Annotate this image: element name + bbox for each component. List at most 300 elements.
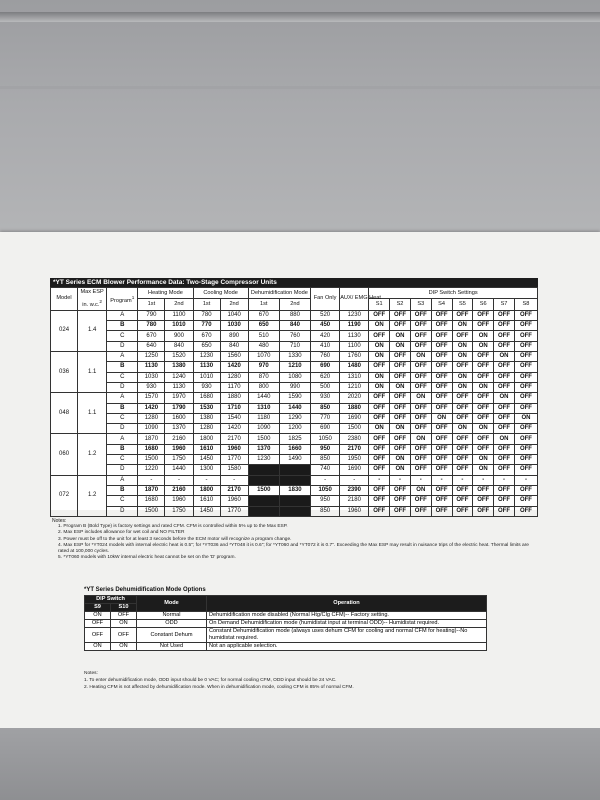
dip-cell: OFF [514, 352, 537, 362]
dip-cell: OFF [431, 362, 452, 372]
dip-cell: OFF [390, 310, 411, 320]
dip-cell: - [431, 475, 452, 485]
cfm-cell: 2170 [220, 485, 248, 495]
dip-cell: OFF [473, 372, 494, 382]
cfm-cell: 850 [311, 403, 340, 413]
cfm-cell: 1220 [138, 465, 165, 475]
cfm-cell: 1580 [220, 465, 248, 475]
dehum-s9-cell: ON [85, 612, 111, 620]
cfm-cell: 1950 [340, 455, 369, 465]
cfm-cell: 850 [311, 455, 340, 465]
cfm-cell: 520 [311, 310, 340, 320]
table-row [51, 434, 538, 444]
cfm-cell: 1300 [193, 465, 220, 475]
dip-cell: OFF [390, 496, 411, 506]
cfm-cell: 1130 [340, 331, 369, 341]
dip-cell: ON [369, 382, 390, 392]
dip-cell: OFF [410, 424, 431, 434]
cfm-cell: 1770 [220, 506, 248, 516]
dehum-row [85, 620, 487, 628]
dip-cell: OFF [514, 455, 537, 465]
cfm-cell: 1830 [279, 485, 310, 495]
cfm-cell: 1130 [138, 362, 165, 372]
header-dip-s5: S5 [452, 299, 473, 310]
performance-title: *YT Series ECM Blower Performance Data: Two-Stage Compressor Units [50, 278, 538, 287]
dehum-op-cell: On Demand Dehumidification mode (humidistat input at terminal ODD)-- Humidistat required. [207, 620, 487, 628]
dip-cell: ON [410, 485, 431, 495]
cfm-cell: 1380 [165, 362, 193, 372]
cfm-cell: 1490 [279, 455, 310, 465]
dip-cell: OFF [431, 403, 452, 413]
dip-cell: OFF [390, 413, 411, 423]
performance-table-header [51, 288, 538, 311]
program-cell: D [107, 341, 138, 351]
cfm-cell: 1010 [193, 372, 220, 382]
program-cell: C [107, 413, 138, 423]
dehum-note-item: 2. Heating CFM is not affected by dehumidification mode. When in dehumidification mode, cooling CFM is 85% of normal CFM. [84, 685, 354, 690]
dip-cell: ON [473, 465, 494, 475]
cfm-cell: 870 [248, 372, 279, 382]
cfm-cell: 710 [279, 341, 310, 351]
furnace-panel-bottom [0, 728, 600, 800]
cfm-cell: 1380 [193, 413, 220, 423]
dip-cell: OFF [410, 465, 431, 475]
header-max-esp-unit: in. w.c. [82, 301, 100, 308]
dip-cell: OFF [473, 362, 494, 372]
cfm-cell: 1230 [340, 310, 369, 320]
dip-cell: OFF [431, 382, 452, 392]
dip-cell: OFF [473, 310, 494, 320]
table-row [51, 372, 538, 382]
program-cell: B [107, 444, 138, 454]
cfm-cell: 1280 [138, 413, 165, 423]
cfm-cell: 1500 [248, 434, 279, 444]
performance-notes [52, 518, 538, 561]
cfm-cell: 1030 [220, 321, 248, 331]
cfm-cell [248, 496, 279, 506]
dip-cell: OFF [369, 465, 390, 475]
cfm-cell: 930 [311, 393, 340, 403]
dip-cell: OFF [514, 403, 537, 413]
dehum-row [85, 628, 487, 643]
cfm-cell: 2390 [340, 485, 369, 495]
header-dip-s3: S3 [410, 299, 431, 310]
dip-cell: OFF [473, 485, 494, 495]
performance-table-body [51, 310, 538, 516]
dip-cell: OFF [431, 341, 452, 351]
cfm-cell: 1870 [138, 434, 165, 444]
cfm-cell: - [193, 475, 220, 485]
dip-cell: OFF [431, 496, 452, 506]
dip-cell: OFF [431, 434, 452, 444]
dehum-op-cell: Constant Dehumidification mode (always uses dehum CFM for cooling and normal CFM for heating)--No humidistat required. [207, 628, 487, 643]
dip-cell: OFF [369, 310, 390, 320]
cfm-cell: 840 [220, 341, 248, 351]
dip-cell: OFF [390, 485, 411, 495]
header-stage-2nd: 2nd [279, 299, 310, 310]
dip-cell: OFF [410, 413, 431, 423]
table-row [51, 382, 538, 392]
dehum-s10-header: S10 [111, 604, 137, 612]
dehum-note-item: 1. To enter dehumidification mode, ODD input should be 0 VAC; for normal cooling CFM, ODD input should be 24 VAC. [84, 678, 337, 683]
panel-seam [0, 86, 600, 89]
header-dip-s7: S7 [494, 299, 515, 310]
cfm-cell: 670 [248, 310, 279, 320]
dip-cell: - [410, 475, 431, 485]
dip-cell: - [514, 475, 537, 485]
note-item: 3. Power must be off to the unit for at least 3 seconds before the ECM motor will recognize a program change. [58, 536, 292, 542]
header-program-label: Program [110, 297, 132, 304]
cfm-cell: 1310 [248, 403, 279, 413]
header-stage-1st: 1st [193, 299, 220, 310]
header-stage-1st: 1st [248, 299, 279, 310]
dip-cell: ON [452, 424, 473, 434]
dip-cell: ON [369, 341, 390, 351]
program-cell: B [107, 321, 138, 331]
cfm-cell: 650 [193, 341, 220, 351]
dip-cell: OFF [514, 424, 537, 434]
model-cell: 048 [51, 393, 78, 434]
dehum-table [84, 595, 487, 651]
cfm-cell: 1480 [340, 362, 369, 372]
cfm-cell: 1880 [220, 393, 248, 403]
dehum-s9-header: S9 [85, 604, 111, 612]
header-model: Model [51, 288, 78, 311]
dip-cell: ON [452, 321, 473, 331]
cfm-cell: 1090 [138, 424, 165, 434]
cfm-cell: 1070 [248, 352, 279, 362]
dehum-notes [84, 670, 514, 691]
dip-cell: OFF [410, 372, 431, 382]
dip-cell: ON [369, 352, 390, 362]
table-row [51, 352, 538, 362]
dip-cell: OFF [514, 310, 537, 320]
dip-cell: OFF [410, 444, 431, 454]
dip-cell: OFF [410, 310, 431, 320]
dip-cell: ON [473, 331, 494, 341]
cfm-cell: 690 [311, 362, 340, 372]
cfm-cell: 650 [248, 321, 279, 331]
dip-cell: OFF [514, 496, 537, 506]
dip-cell: ON [452, 382, 473, 392]
cfm-cell: 740 [311, 465, 340, 475]
program-cell: B [107, 362, 138, 372]
dehum-s9-cell: OFF [85, 628, 111, 643]
dehum-row [85, 643, 487, 651]
dip-cell: OFF [369, 362, 390, 372]
dip-cell: OFF [369, 403, 390, 413]
dip-cell: ON [369, 321, 390, 331]
dip-cell: ON [473, 341, 494, 351]
dip-cell: OFF [431, 424, 452, 434]
header-stage-1st: 1st [138, 299, 165, 310]
cfm-cell: 1960 [220, 444, 248, 454]
header-max-esp-sup: 2 [99, 299, 102, 304]
cfm-cell: 1050 [311, 485, 340, 495]
cfm-cell: 1660 [279, 444, 310, 454]
program-cell: C [107, 372, 138, 382]
max-esp-cell: 1.2 [78, 434, 107, 475]
dehum-mode-cell: Constant Dehum [137, 628, 207, 643]
table-row [51, 403, 538, 413]
cfm-cell: 1530 [193, 403, 220, 413]
dehum-s10-cell: ON [111, 620, 137, 628]
cfm-cell: 1500 [340, 424, 369, 434]
table-row [51, 455, 538, 465]
dip-cell: - [473, 475, 494, 485]
dip-cell: OFF [494, 496, 515, 506]
cfm-cell: 1420 [220, 362, 248, 372]
cfm-cell: 1870 [138, 485, 165, 495]
dip-cell: OFF [369, 413, 390, 423]
dip-cell: ON [473, 424, 494, 434]
cfm-cell: 1190 [340, 321, 369, 331]
table-row [51, 465, 538, 475]
cfm-cell: 1450 [193, 506, 220, 516]
cfm-cell: - [165, 475, 193, 485]
cfm-cell: 510 [248, 331, 279, 341]
cfm-cell: - [311, 475, 340, 485]
dip-cell: OFF [369, 496, 390, 506]
dip-cell: OFF [494, 413, 515, 423]
dip-cell: OFF [473, 434, 494, 444]
dip-cell: ON [390, 331, 411, 341]
dip-cell: OFF [473, 413, 494, 423]
header-stage-2nd: 2nd [165, 299, 193, 310]
dip-cell: OFF [390, 444, 411, 454]
cfm-cell: 1240 [165, 372, 193, 382]
cfm-cell [279, 496, 310, 506]
dip-cell: ON [390, 382, 411, 392]
dehum-s10-cell: ON [111, 643, 137, 651]
dip-cell: ON [410, 352, 431, 362]
cfm-cell: 1440 [165, 465, 193, 475]
cfm-cell: 1610 [193, 444, 220, 454]
dip-cell: - [452, 475, 473, 485]
header-aux-heat: AUX/ EMG Heat [340, 288, 369, 311]
dip-cell: OFF [452, 506, 473, 516]
cfm-cell: 1330 [279, 352, 310, 362]
cfm-cell: 780 [138, 321, 165, 331]
dip-cell: OFF [369, 506, 390, 516]
cfm-cell: 1210 [340, 382, 369, 392]
dip-cell: ON [431, 413, 452, 423]
dehum-table-body [85, 612, 487, 651]
cfm-cell: 1680 [138, 444, 165, 454]
dehum-table-header [85, 596, 487, 612]
dip-cell: OFF [473, 403, 494, 413]
cfm-cell: 1180 [248, 413, 279, 423]
header-dip-s8: S8 [514, 299, 537, 310]
dip-cell: OFF [410, 403, 431, 413]
max-esp-cell: 1.2 [78, 475, 107, 516]
table-row [51, 424, 538, 434]
dip-cell: OFF [431, 444, 452, 454]
dip-cell: OFF [452, 331, 473, 341]
cfm-cell: 890 [220, 331, 248, 341]
dehum-s10-cell: OFF [111, 612, 137, 620]
cfm-cell: 1790 [165, 403, 193, 413]
dip-cell: ON [390, 341, 411, 351]
cfm-cell: 900 [165, 331, 193, 341]
dip-cell: OFF [431, 352, 452, 362]
cfm-cell: 420 [311, 331, 340, 341]
cfm-cell: 1960 [340, 506, 369, 516]
cfm-cell: 850 [311, 506, 340, 516]
furnace-panel-top [0, 0, 600, 232]
dip-cell: OFF [390, 434, 411, 444]
dehum-op-cell: Not an applicable selection. [207, 643, 487, 651]
dip-cell: OFF [452, 413, 473, 423]
program-cell: C [107, 496, 138, 506]
cfm-cell: 1100 [340, 341, 369, 351]
table-row [51, 321, 538, 331]
table-row [51, 496, 538, 506]
table-row [51, 444, 538, 454]
dehum-notes-heading: Notes: [84, 671, 98, 676]
dip-cell: OFF [410, 455, 431, 465]
cfm-cell: 1370 [248, 444, 279, 454]
cfm-cell: - [340, 475, 369, 485]
dip-cell: OFF [390, 372, 411, 382]
dip-cell: ON [452, 372, 473, 382]
note-item: 1. Program B (Bold Type) is factory settings and rated CFM. CFM is controlled within 5% up to the Max ESP. [58, 524, 288, 530]
table-row [51, 341, 538, 351]
cfm-cell: 780 [193, 310, 220, 320]
dip-cell: ON [452, 341, 473, 351]
cfm-cell: 1290 [279, 413, 310, 423]
dehum-op-header: Operation [207, 596, 487, 612]
cfm-cell: 880 [279, 310, 310, 320]
cfm-cell: 1750 [165, 455, 193, 465]
dip-cell: OFF [473, 444, 494, 454]
cfm-cell: 990 [279, 382, 310, 392]
cfm-cell: 1610 [193, 496, 220, 506]
dehum-dip-header: DIP Switch [85, 596, 137, 604]
cfm-cell: 950 [311, 496, 340, 506]
dip-cell: OFF [514, 444, 537, 454]
cfm-cell: 1800 [193, 485, 220, 495]
cfm-cell: - [220, 475, 248, 485]
cfm-cell: 1500 [248, 485, 279, 495]
dip-cell: OFF [473, 352, 494, 362]
cfm-cell: 1040 [220, 310, 248, 320]
dip-cell: OFF [431, 372, 452, 382]
cfm-cell: 1760 [340, 352, 369, 362]
dip-cell: ON [494, 434, 515, 444]
program-cell: A [107, 310, 138, 320]
dip-cell: OFF [494, 424, 515, 434]
note-item: 5. *YT060 models with 10kW internal electric heat cannot be set on the 'D' program. [58, 555, 236, 561]
cfm-cell: 1050 [311, 434, 340, 444]
dip-cell: OFF [494, 506, 515, 516]
dip-cell: OFF [514, 321, 537, 331]
cfm-cell: 840 [165, 341, 193, 351]
performance-table [50, 287, 538, 517]
cfm-cell: 2170 [220, 434, 248, 444]
dip-cell: OFF [410, 331, 431, 341]
cfm-cell [248, 506, 279, 516]
header-fan-only: Fan Only [311, 288, 340, 311]
dip-cell: OFF [431, 331, 452, 341]
cfm-cell: 1310 [340, 372, 369, 382]
dip-cell: OFF [452, 434, 473, 444]
dip-cell: OFF [494, 455, 515, 465]
header-dip-s6: S6 [473, 299, 494, 310]
header-program [107, 288, 138, 311]
program-cell: A [107, 352, 138, 362]
dip-cell: OFF [452, 496, 473, 506]
cfm-cell [279, 506, 310, 516]
dip-cell: - [390, 475, 411, 485]
notes-heading: Notes: [52, 518, 67, 524]
dehum-mode-header: Mode [137, 596, 207, 612]
dip-cell: ON [410, 393, 431, 403]
dip-cell: OFF [369, 331, 390, 341]
cfm-cell: 410 [311, 341, 340, 351]
dip-cell: OFF [494, 362, 515, 372]
dip-cell: OFF [494, 310, 515, 320]
program-cell: D [107, 465, 138, 475]
max-esp-cell: 1.1 [78, 352, 107, 393]
cfm-cell: 1560 [220, 352, 248, 362]
dip-cell: OFF [452, 465, 473, 475]
cfm-cell [279, 465, 310, 475]
table-row [51, 310, 538, 320]
dip-cell: OFF [494, 372, 515, 382]
cfm-cell: 840 [279, 321, 310, 331]
dip-cell: OFF [452, 485, 473, 495]
cfm-cell: 690 [311, 424, 340, 434]
max-esp-cell: 1.4 [78, 310, 107, 351]
dip-cell: OFF [452, 455, 473, 465]
cfm-cell: 1250 [138, 352, 165, 362]
dip-cell: OFF [390, 506, 411, 516]
dip-cell: OFF [494, 341, 515, 351]
cfm-cell: 1680 [193, 393, 220, 403]
dip-cell: OFF [473, 321, 494, 331]
header-max-esp-label: Max ESP [80, 289, 104, 295]
dip-cell: OFF [390, 403, 411, 413]
cfm-cell: 640 [138, 341, 165, 351]
dip-cell: OFF [514, 506, 537, 516]
cfm-cell: - [138, 475, 165, 485]
dip-cell: OFF [494, 321, 515, 331]
dip-cell: ON [473, 455, 494, 465]
cfm-cell [279, 475, 310, 485]
cfm-cell: 1500 [138, 506, 165, 516]
table-row [51, 413, 538, 423]
dip-cell: OFF [494, 382, 515, 392]
cfm-cell: 1080 [279, 372, 310, 382]
header-dip-s2: S2 [390, 299, 411, 310]
cfm-cell: 1170 [220, 382, 248, 392]
cfm-cell: 930 [138, 382, 165, 392]
note-item: 4. Max ESP for *YT024 models with internal electric heat is 0.5"; for *YT036 and *YT048 it is 0.6"; for *YT060 and *YT072 it is 0.7". Exceeding the Max ESP may result in nuisance trips of the electric heat. Thermal limits are rated at 100,000 cycles. [58, 542, 529, 555]
dip-cell: - [494, 475, 515, 485]
dehum-mode-cell: ODD [137, 620, 207, 628]
dehum-s9-cell: ON [85, 643, 111, 651]
cfm-cell: 1210 [279, 362, 310, 372]
cfm-cell: 760 [311, 352, 340, 362]
dip-cell: ON [390, 424, 411, 434]
cfm-cell: 1710 [220, 403, 248, 413]
cfm-cell: 2170 [340, 444, 369, 454]
dip-cell: ON [494, 393, 515, 403]
cfm-cell: 620 [311, 372, 340, 382]
cfm-cell: 1970 [165, 393, 193, 403]
dehum-s9-cell: OFF [85, 620, 111, 628]
